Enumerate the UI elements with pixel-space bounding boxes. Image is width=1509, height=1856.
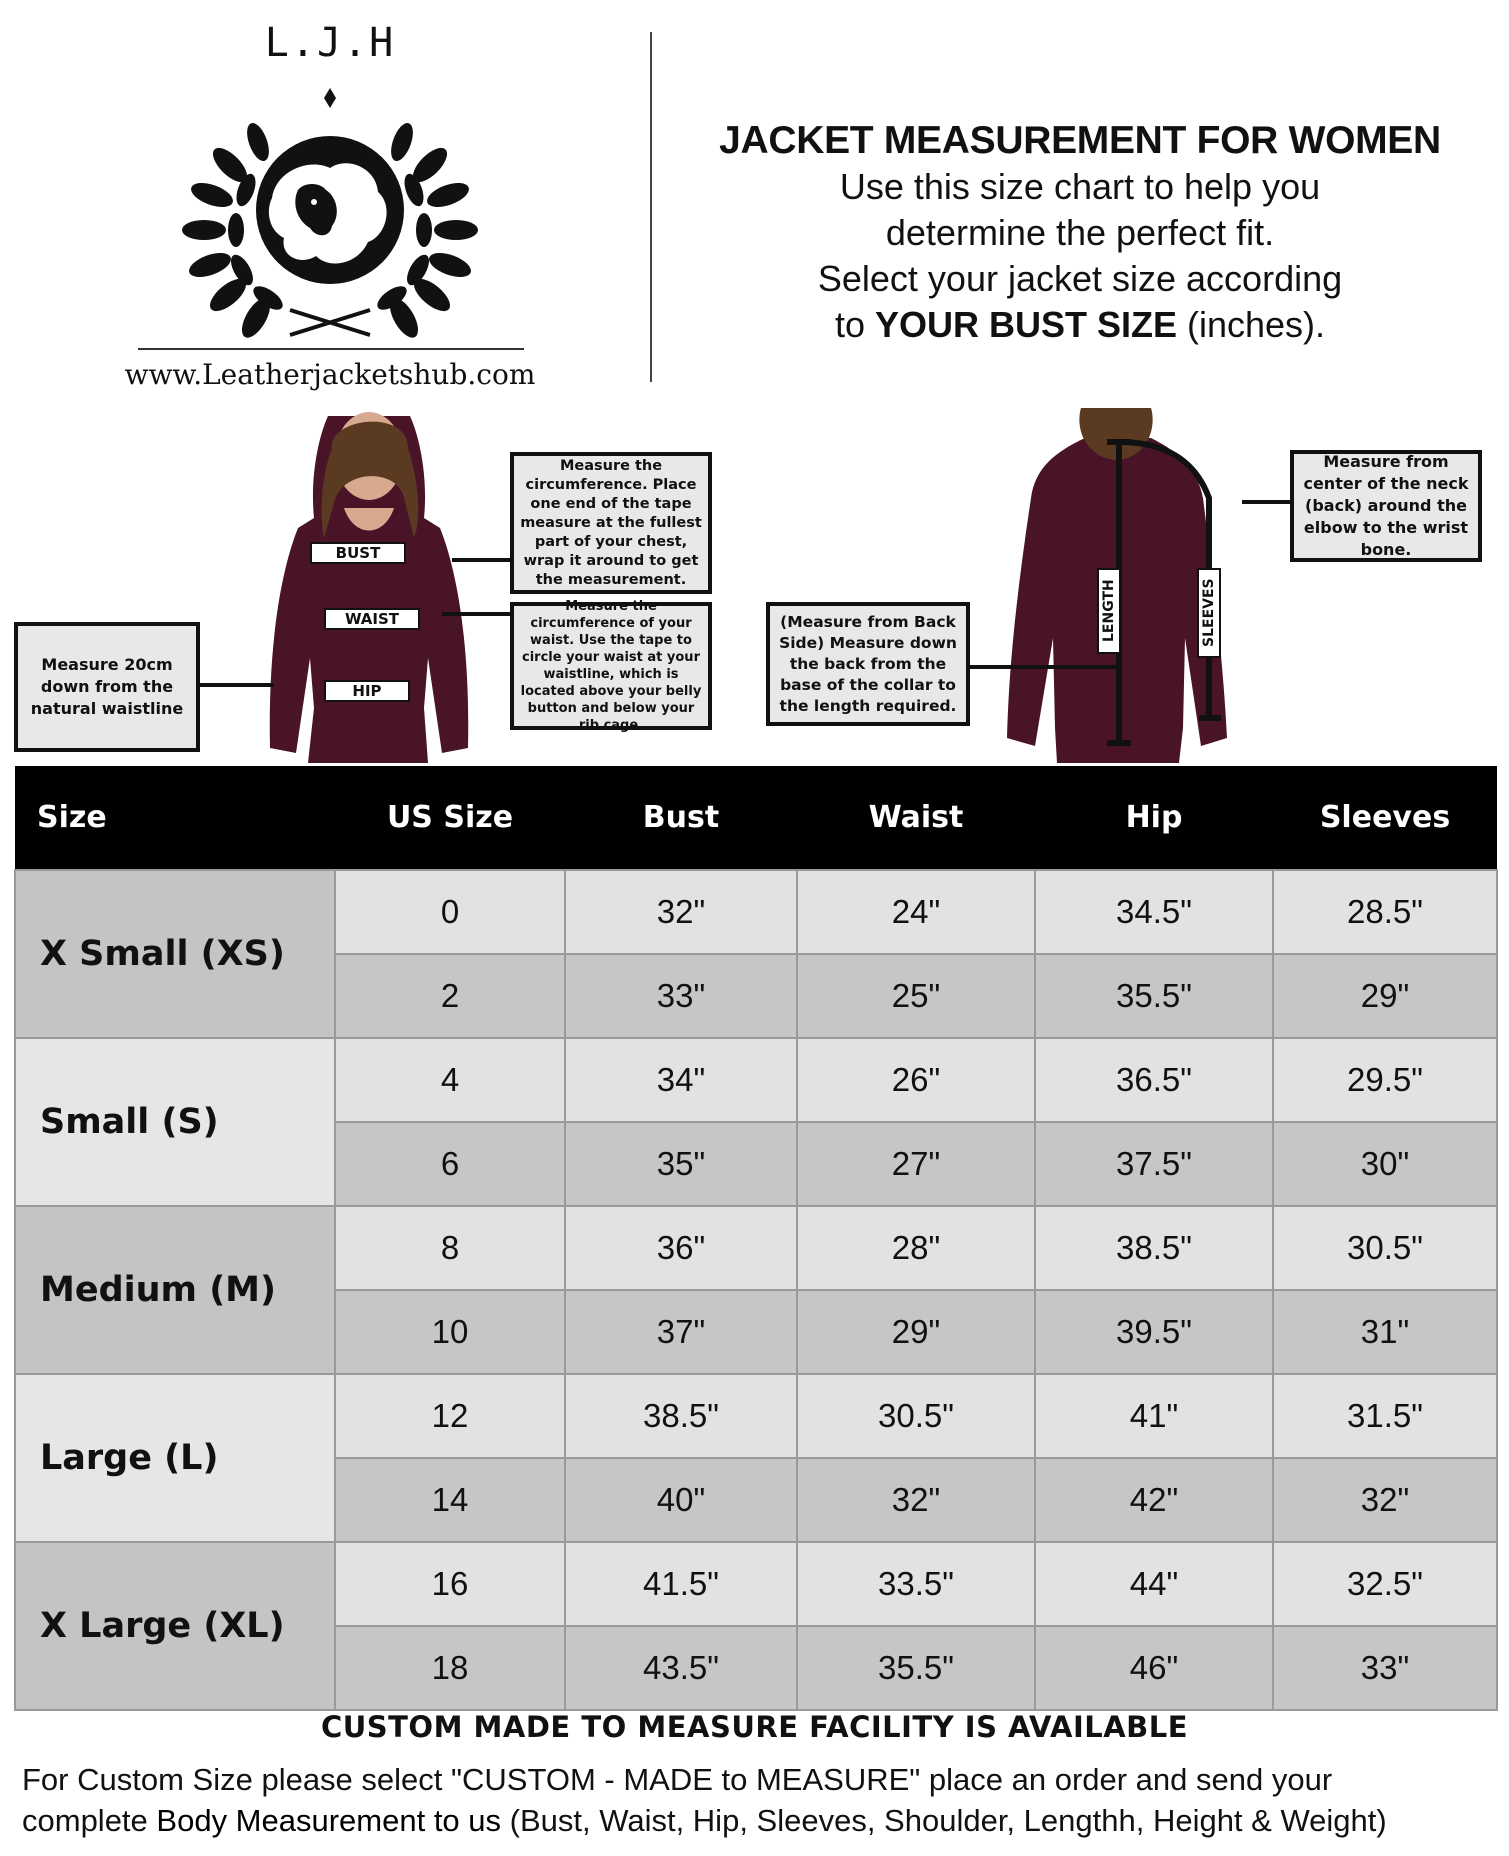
size-group-label: Large (L) — [15, 1374, 335, 1542]
hip-cell: 34.5" — [1035, 870, 1273, 954]
us-size-cell: 4 — [335, 1038, 565, 1122]
table-row — [15, 1206, 1497, 1290]
header-text-block — [700, 118, 1460, 348]
waist-cell: 26" — [797, 1038, 1035, 1122]
waist-instruction-callout: Measure the circumference of your waist. Use the tape to circle your waist at your waistline, which is located above your belly button and below your rib cage. — [510, 602, 712, 730]
bust-cell: 35" — [565, 1122, 797, 1206]
bust-instruction-callout: Measure the circumference. Place one end of the tape measure at the fullest part of your chest, wrap it around to get the measurement. — [510, 452, 712, 594]
column-header-bust: Bust — [565, 766, 797, 870]
us-size-cell: 8 — [335, 1206, 565, 1290]
waist-cell: 33.5" — [797, 1542, 1035, 1626]
waist-cell: 30.5" — [797, 1374, 1035, 1458]
waist-cell: 24" — [797, 870, 1035, 954]
sleeves-cell: 30" — [1273, 1122, 1497, 1206]
sleeves-cell: 31" — [1273, 1290, 1497, 1374]
us-size-cell: 10 — [335, 1290, 565, 1374]
logo-monogram: L.J.H — [264, 20, 396, 66]
hip-tag: HIP — [324, 680, 410, 702]
column-header-waist: Waist — [797, 766, 1035, 870]
logo-underline — [138, 348, 524, 350]
sleeves-cell: 29.5" — [1273, 1038, 1497, 1122]
waist-cell: 35.5" — [797, 1626, 1035, 1710]
waist-cell: 29" — [797, 1290, 1035, 1374]
bust-cell: 37" — [565, 1290, 797, 1374]
table-row — [15, 1374, 1497, 1458]
hip-cell: 36.5" — [1035, 1038, 1273, 1122]
sleeves-cell: 33" — [1273, 1626, 1497, 1710]
custom-facility-heading: CUSTOM MADE TO MEASURE FACILITY IS AVAILABLE — [320, 1710, 1189, 1744]
table-header-row — [15, 766, 1497, 870]
intro-line-3: Select your jacket size according — [817, 258, 1343, 299]
bust-cell: 41.5" — [565, 1542, 797, 1626]
header-divider — [650, 32, 652, 382]
sleeves-cell: 32" — [1273, 1458, 1497, 1542]
bust-leader-line — [452, 558, 512, 562]
waist-leader-line — [442, 612, 512, 616]
waist-cell: 32" — [797, 1458, 1035, 1542]
hip-cell: 46" — [1035, 1626, 1273, 1710]
length-tag: LENGTH — [1097, 568, 1121, 654]
us-size-cell: 14 — [335, 1458, 565, 1542]
page-title: JACKET MEASUREMENT FOR WOMEN — [719, 119, 1441, 162]
sleeves-tag: SLEEVES — [1197, 568, 1221, 658]
bust-cell: 40" — [565, 1458, 797, 1542]
size-chart-table — [14, 766, 1498, 1711]
intro-line-4-prefix: to — [834, 304, 875, 345]
table-row — [15, 1542, 1497, 1626]
us-size-cell: 12 — [335, 1374, 565, 1458]
sleeves-cell: 28.5" — [1273, 870, 1497, 954]
length-leader-line — [968, 665, 1118, 669]
hip-cell: 42" — [1035, 1458, 1273, 1542]
intro-line-4-suffix: (inches). — [1177, 304, 1326, 345]
us-size-cell: 16 — [335, 1542, 565, 1626]
woman-front-illustration — [258, 408, 480, 763]
website-url: www.Leatherjacketshub.com — [124, 358, 536, 391]
laurel-sheep-emblem-icon — [180, 70, 480, 350]
sleeves-cell: 32.5" — [1273, 1542, 1497, 1626]
hip-cell: 38.5" — [1035, 1206, 1273, 1290]
hip-cell: 41" — [1035, 1374, 1273, 1458]
footer-line-2 — [22, 1803, 1502, 1839]
sleeves-cell: 31.5" — [1273, 1374, 1497, 1458]
column-header-hip: Hip — [1035, 766, 1273, 870]
hip-cell: 37.5" — [1035, 1122, 1273, 1206]
bust-cell: 33" — [565, 954, 797, 1038]
waist-cell: 25" — [797, 954, 1035, 1038]
bust-tag: BUST — [310, 542, 406, 564]
waist-cell: 28" — [797, 1206, 1035, 1290]
us-size-cell: 6 — [335, 1122, 565, 1206]
bust-cell: 32" — [565, 870, 797, 954]
table-row — [15, 870, 1497, 954]
us-size-cell: 2 — [335, 954, 565, 1038]
table-row — [15, 1038, 1497, 1122]
hip-leader-line — [196, 683, 274, 687]
column-header-size: Size — [15, 766, 335, 870]
bust-size-emphasis: YOUR BUST SIZE — [874, 304, 1177, 345]
bust-cell: 36" — [565, 1206, 797, 1290]
sleeves-leader-line — [1242, 500, 1296, 504]
bust-cell: 38.5" — [565, 1374, 797, 1458]
footer-line-2-suffix: (Bust, Waist, Hip, Sleeves, Shoulder, Lengthh, Height & Weight) — [501, 1803, 1387, 1838]
size-group-label: Small (S) — [15, 1038, 335, 1206]
waist-tag: WAIST — [324, 608, 420, 630]
hip-instruction-callout: Measure 20cm down from the natural waistline — [14, 622, 200, 752]
front-figure — [0, 408, 720, 763]
size-group-label: X Large (XL) — [15, 1542, 335, 1710]
bust-cell: 34" — [565, 1038, 797, 1122]
waist-cell: 27" — [797, 1122, 1035, 1206]
intro-line-1: Use this size chart to help you — [839, 166, 1321, 207]
us-size-cell: 0 — [335, 870, 565, 954]
hip-cell: 35.5" — [1035, 954, 1273, 1038]
intro-line-2: determine the perfect fit. — [885, 212, 1275, 253]
sleeves-instruction-callout: Measure from center of the neck (back) around the elbow to the wrist bone. — [1290, 450, 1482, 562]
brand-logo — [120, 20, 540, 400]
sleeves-cell: 29" — [1273, 954, 1497, 1038]
size-group-label: Medium (M) — [15, 1206, 335, 1374]
back-figure — [740, 408, 1509, 763]
us-size-cell: 18 — [335, 1626, 565, 1710]
column-header-us-size: US Size — [335, 766, 565, 870]
size-group-label: X Small (XS) — [15, 870, 335, 1038]
bust-cell: 43.5" — [565, 1626, 797, 1710]
hip-cell: 44" — [1035, 1542, 1273, 1626]
length-instruction-callout: (Measure from Back Side) Measure down the back from the base of the collar to the length required. — [766, 602, 970, 726]
body-measurement-emphasis: Body Measurement to us — [156, 1803, 502, 1838]
footer-line-1: For Custom Size please select "CUSTOM - MADE to MEASURE" place an order and send your — [22, 1762, 1333, 1797]
footer-line-2-prefix: complete — [22, 1803, 157, 1838]
intro-line-4 — [700, 302, 1460, 348]
column-header-sleeves: Sleeves — [1273, 766, 1497, 870]
hip-cell: 39.5" — [1035, 1290, 1273, 1374]
sleeves-cell: 30.5" — [1273, 1206, 1497, 1290]
